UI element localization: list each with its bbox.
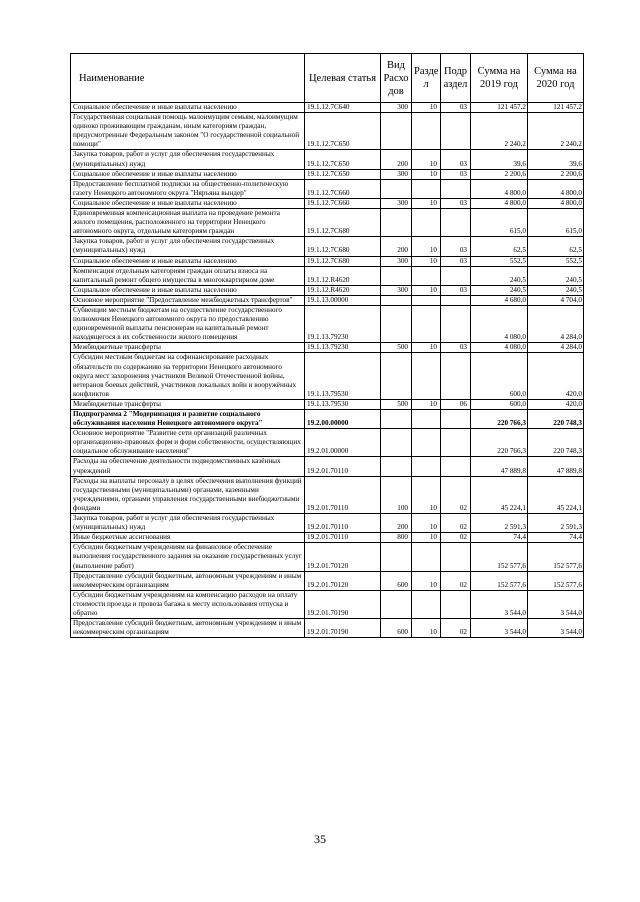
table-row	[71, 179, 584, 198]
cell-section	[412, 543, 441, 571]
table-body	[71, 103, 584, 638]
table-row	[71, 285, 584, 295]
cell-name: Субсидии бюджетным учреждениям на компенсацию расходов на оплату стоимости проезда и провоза багажа к месту использования отпуска и обратно	[71, 590, 305, 618]
cell-name: Закупка товаров, работ и услуг для обеспечения государственных (муниципальных) нужд	[71, 237, 305, 256]
cell-sum-2019: 4 800,0	[471, 179, 528, 198]
cell-expense-type: 200	[381, 150, 412, 169]
cell-expense-type	[381, 295, 412, 305]
cell-name: Субсидии бюджетным учреждениям на финансовое обеспечение выполнения государственного задания на оказание государственных услуг (выполнение работ)	[71, 543, 305, 571]
table-row	[71, 237, 584, 256]
cell-sum-2019: 600,0	[471, 353, 528, 399]
cell-sum-2020: 2 240,2	[528, 113, 584, 150]
cell-expense-type	[381, 429, 412, 457]
cell-sum-2020: 121 457,2	[528, 103, 584, 113]
cell-name: Основное мероприятие "Предоставление межбюджетных трансфертов"	[71, 295, 305, 305]
cell-subsection	[441, 543, 471, 571]
cell-target-article: 19.1.12.7С650	[305, 113, 381, 150]
cell-target-article: 19.1.12.R4620	[305, 285, 381, 295]
cell-sum-2019: 2 240,2	[471, 113, 528, 150]
cell-sum-2020: 420,0	[528, 353, 584, 399]
cell-target-article: 19.1.12.7С650	[305, 169, 381, 179]
header-sum-2020: Сумма на 2020 год	[528, 54, 584, 103]
cell-section: 10	[412, 285, 441, 295]
cell-name: Государственная социальная помощь малоимущим семьям, малоимущим одиноко проживающим гражданам, иным категориям граждан, предусмотренные Федеральным законом "О государственной социальной помощи"	[71, 113, 305, 150]
cell-sum-2020: 74,4	[528, 533, 584, 543]
cell-expense-type: 200	[381, 514, 412, 533]
cell-section: 10	[412, 533, 441, 543]
cell-sum-2020: 220 748,3	[528, 429, 584, 457]
cell-section	[412, 590, 441, 618]
cell-expense-type	[381, 179, 412, 198]
cell-expense-type: 800	[381, 533, 412, 543]
cell-sum-2020: 4 800,0	[528, 179, 584, 198]
cell-sum-2020: 4 284,0	[528, 305, 584, 342]
cell-section	[412, 295, 441, 305]
cell-sum-2019: 600,0	[471, 399, 528, 409]
cell-expense-type: 500	[381, 343, 412, 353]
cell-section: 10	[412, 103, 441, 113]
cell-section	[412, 457, 441, 476]
table-row	[71, 399, 584, 409]
cell-subsection: 02	[441, 476, 471, 513]
cell-subsection	[441, 113, 471, 150]
cell-sum-2020: 4 284,0	[528, 343, 584, 353]
cell-sum-2020: 420,0	[528, 399, 584, 409]
cell-sum-2020: 240,5	[528, 285, 584, 295]
cell-sum-2020: 152 577,6	[528, 543, 584, 571]
table-row	[71, 476, 584, 513]
cell-name: Предоставление бесплатной подписки на общественно-политическую газету Ненецкого автономного округа "Няръяна вындер"	[71, 179, 305, 198]
cell-sum-2019: 4 800,0	[471, 198, 528, 208]
cell-sum-2019: 4 080,0	[471, 343, 528, 353]
cell-subsection: 03	[441, 285, 471, 295]
cell-sum-2019: 220 766,3	[471, 410, 528, 429]
cell-section	[412, 429, 441, 457]
cell-name: Расходы на выплаты персоналу в целях обеспечения выполнения функций государственными (муниципальными) органами, казенными учреждениями, органами управления государственными внебюджетными фондами	[71, 476, 305, 513]
cell-sum-2019: 3 544,0	[471, 619, 528, 638]
table-row	[71, 533, 584, 543]
cell-sum-2019: 121 457,2	[471, 103, 528, 113]
cell-subsection	[441, 209, 471, 237]
cell-expense-type	[381, 590, 412, 618]
budget-table	[70, 53, 584, 638]
cell-section	[412, 179, 441, 198]
cell-sum-2019: 2 200,6	[471, 169, 528, 179]
cell-sum-2020: 39,6	[528, 150, 584, 169]
cell-sum-2019: 4 680,0	[471, 295, 528, 305]
cell-expense-type	[381, 410, 412, 429]
budget-table-sheet	[70, 53, 583, 638]
cell-target-article: 19.2.01.70110	[305, 476, 381, 513]
table-row	[71, 429, 584, 457]
header-sum-2019: Сумма на 2019 год	[471, 54, 528, 103]
cell-target-article: 19.2.01.70110	[305, 514, 381, 533]
page-number: 35	[314, 832, 326, 846]
table-row	[71, 103, 584, 113]
cell-sum-2019: 220 766,3	[471, 429, 528, 457]
cell-subsection	[441, 266, 471, 285]
cell-section: 10	[412, 571, 441, 590]
header-subsection: Подр аздел	[441, 54, 471, 103]
cell-subsection: 03	[441, 150, 471, 169]
cell-expense-type: 200	[381, 237, 412, 256]
cell-section: 10	[412, 476, 441, 513]
table-row	[71, 266, 584, 285]
cell-target-article: 19.2.01.70110	[305, 533, 381, 543]
cell-section: 10	[412, 237, 441, 256]
cell-subsection	[441, 295, 471, 305]
cell-expense-type: 300	[381, 256, 412, 266]
cell-section	[412, 266, 441, 285]
cell-target-article: 19.2.01.70110	[305, 457, 381, 476]
cell-section: 10	[412, 343, 441, 353]
cell-target-article: 19.1.13.00000	[305, 295, 381, 305]
cell-name: Межбюджетные трансферты	[71, 343, 305, 353]
cell-subsection	[441, 457, 471, 476]
cell-sum-2020: 152 577,6	[528, 571, 584, 590]
table-row	[71, 457, 584, 476]
cell-subsection: 03	[441, 103, 471, 113]
cell-target-article: 19.1.13.79230	[305, 343, 381, 353]
cell-sum-2020: 615,0	[528, 209, 584, 237]
cell-subsection	[441, 305, 471, 342]
cell-subsection: 06	[441, 399, 471, 409]
cell-sum-2020: 45 224,1	[528, 476, 584, 513]
cell-subsection: 02	[441, 514, 471, 533]
cell-subsection: 02	[441, 533, 471, 543]
cell-expense-type: 100	[381, 476, 412, 513]
table-row	[71, 113, 584, 150]
cell-expense-type	[381, 543, 412, 571]
cell-name: Социальное обеспечение и иные выплаты населению	[71, 198, 305, 208]
cell-name: Закупка товаров, работ и услуг для обеспечения государственных (муниципальных) нужд	[71, 514, 305, 533]
header-section: Разде л	[412, 54, 441, 103]
table-row	[71, 353, 584, 399]
cell-target-article: 19.1.12.7С680	[305, 256, 381, 266]
cell-sum-2020: 2 200,6	[528, 169, 584, 179]
cell-expense-type	[381, 457, 412, 476]
cell-sum-2019: 240,5	[471, 266, 528, 285]
table-row	[71, 295, 584, 305]
cell-expense-type	[381, 266, 412, 285]
cell-expense-type: 600	[381, 619, 412, 638]
cell-subsection: 02	[441, 571, 471, 590]
cell-sum-2019: 45 224,1	[471, 476, 528, 513]
cell-target-article: 19.1.12.7С680	[305, 237, 381, 256]
cell-name: Социальное обеспечение и иные выплаты населению	[71, 285, 305, 295]
cell-name: Единовременная компенсационная выплата на проведение ремонта жилого помещения, расположенного на территории Ненецкого автономного округа, отдельным категориям граждан	[71, 209, 305, 237]
cell-sum-2020: 240,5	[528, 266, 584, 285]
cell-name: Предоставление субсидий бюджетным, автономным учреждениям и иным некоммерческим организациям	[71, 619, 305, 638]
cell-name: Субвенции местным бюджетам на осуществление государственного полномочия Ненецкого автономного округа по предоставлению единовременной выплаты пенсионерам на капитальный ремонт находящегося в их собственности жилого помещения	[71, 305, 305, 342]
cell-subsection: 02	[441, 619, 471, 638]
cell-section	[412, 353, 441, 399]
cell-section: 10	[412, 169, 441, 179]
cell-name: Иные бюджетные ассигнования	[71, 533, 305, 543]
table-row	[71, 305, 584, 342]
cell-target-article: 19.1.13.79230	[305, 305, 381, 342]
cell-section	[412, 113, 441, 150]
cell-expense-type	[381, 113, 412, 150]
cell-name: Предоставление субсидий бюджетным, автономным учреждениям и иным некоммерческим организациям	[71, 571, 305, 590]
cell-sum-2020: 4 704,0	[528, 295, 584, 305]
table-row	[71, 198, 584, 208]
cell-sum-2019: 152 577,6	[471, 571, 528, 590]
cell-target-article: 19.1.12.7С640	[305, 103, 381, 113]
cell-sum-2019: 62,5	[471, 237, 528, 256]
cell-section: 10	[412, 256, 441, 266]
cell-subsection	[441, 410, 471, 429]
cell-expense-type	[381, 305, 412, 342]
cell-sum-2020: 220 748,3	[528, 410, 584, 429]
table-row	[71, 410, 584, 429]
header-name: Наименование	[71, 54, 305, 103]
cell-name: Социальное обеспечение и иные выплаты населению	[71, 256, 305, 266]
cell-name: Межбюджетные трансферты	[71, 399, 305, 409]
table-row	[71, 543, 584, 571]
cell-expense-type: 300	[381, 103, 412, 113]
table-row	[71, 169, 584, 179]
cell-expense-type	[381, 353, 412, 399]
table-row	[71, 256, 584, 266]
cell-expense-type: 600	[381, 571, 412, 590]
cell-section	[412, 305, 441, 342]
cell-sum-2020: 4 800,0	[528, 198, 584, 208]
cell-name: Основное мероприятие "Развитие сети организаций различных организационно-правовых форм и форм собственности, осуществляющих социальное обслуживание населения"	[71, 429, 305, 457]
cell-target-article: 19.1.12.7С680	[305, 209, 381, 237]
cell-target-article: 19.2.00.00000	[305, 410, 381, 429]
cell-sum-2019: 74,4	[471, 533, 528, 543]
cell-name: Социальное обеспечение и иные выплаты населению	[71, 169, 305, 179]
cell-target-article: 19.1.13.79530	[305, 353, 381, 399]
cell-sum-2019: 3 544,0	[471, 590, 528, 618]
table-row	[71, 514, 584, 533]
cell-section: 10	[412, 198, 441, 208]
cell-sum-2019: 240,5	[471, 285, 528, 295]
table-row	[71, 619, 584, 638]
cell-sum-2019: 552,5	[471, 256, 528, 266]
table-row	[71, 571, 584, 590]
cell-section	[412, 209, 441, 237]
cell-sum-2020: 47 889,8	[528, 457, 584, 476]
cell-name: Компенсация отдельным категориям граждан оплаты взноса на капитальный ремонт общего имущества в многоквартирном доме	[71, 266, 305, 285]
cell-subsection	[441, 590, 471, 618]
cell-target-article: 19.2.01.70120	[305, 543, 381, 571]
cell-subsection	[441, 179, 471, 198]
cell-sum-2020: 552,5	[528, 256, 584, 266]
cell-target-article: 19.1.12.R4620	[305, 266, 381, 285]
cell-sum-2019: 39,6	[471, 150, 528, 169]
cell-subsection	[441, 429, 471, 457]
cell-sum-2019: 152 577,6	[471, 543, 528, 571]
table-row	[71, 590, 584, 618]
cell-expense-type: 500	[381, 399, 412, 409]
cell-subsection: 03	[441, 237, 471, 256]
cell-expense-type	[381, 209, 412, 237]
cell-name: Подпрограмма 2 "Модернизация и развитие социального обслуживания населения Ненецкого автономного округа"	[71, 410, 305, 429]
cell-target-article: 19.2.01.70120	[305, 571, 381, 590]
cell-expense-type: 300	[381, 169, 412, 179]
cell-sum-2020: 2 591,3	[528, 514, 584, 533]
header-expense-type: Вид Расхо дов	[381, 54, 412, 103]
cell-expense-type: 300	[381, 198, 412, 208]
cell-target-article: 19.1.12.7С650	[305, 150, 381, 169]
table-row	[71, 150, 584, 169]
cell-name: Расходы на обеспечение деятельности подведомственных казённых учреждений	[71, 457, 305, 476]
cell-section: 10	[412, 399, 441, 409]
cell-target-article: 19.2.01.00000	[305, 429, 381, 457]
header-target-article: Целевая статья	[305, 54, 381, 103]
cell-sum-2020: 3 544,0	[528, 619, 584, 638]
cell-sum-2020: 3 544,0	[528, 590, 584, 618]
cell-subsection: 03	[441, 343, 471, 353]
cell-sum-2019: 4 080,0	[471, 305, 528, 342]
cell-sum-2019: 47 889,8	[471, 457, 528, 476]
cell-subsection: 03	[441, 169, 471, 179]
cell-subsection: 03	[441, 256, 471, 266]
cell-section	[412, 410, 441, 429]
cell-target-article: 19.2.01.70190	[305, 619, 381, 638]
cell-target-article: 19.1.13.79530	[305, 399, 381, 409]
cell-sum-2020: 62,5	[528, 237, 584, 256]
cell-section: 10	[412, 150, 441, 169]
cell-sum-2019: 2 591,3	[471, 514, 528, 533]
table-row	[71, 343, 584, 353]
cell-target-article: 19.2.01.70190	[305, 590, 381, 618]
cell-subsection	[441, 353, 471, 399]
cell-expense-type: 300	[381, 285, 412, 295]
cell-name: Субсидии местным бюджетам на софинансирование расходных обязательств по содержанию на территории Ненецкого автономного округа мест захоронения участников Великой Отечественной войны, ветеранов боевых действий, участников локальных войн и вооружённых конфликтов	[71, 353, 305, 399]
cell-sum-2019: 615,0	[471, 209, 528, 237]
cell-name: Закупка товаров, работ и услуг для обеспечения государственных (муниципальных) нужд	[71, 150, 305, 169]
table-header-row	[71, 54, 584, 103]
cell-target-article: 19.1.12.7С660	[305, 179, 381, 198]
table-row	[71, 209, 584, 237]
cell-section: 10	[412, 514, 441, 533]
cell-section: 10	[412, 619, 441, 638]
cell-target-article: 19.1.12.7С660	[305, 198, 381, 208]
cell-name: Социальное обеспечение и иные выплаты населению	[71, 103, 305, 113]
cell-subsection: 03	[441, 198, 471, 208]
